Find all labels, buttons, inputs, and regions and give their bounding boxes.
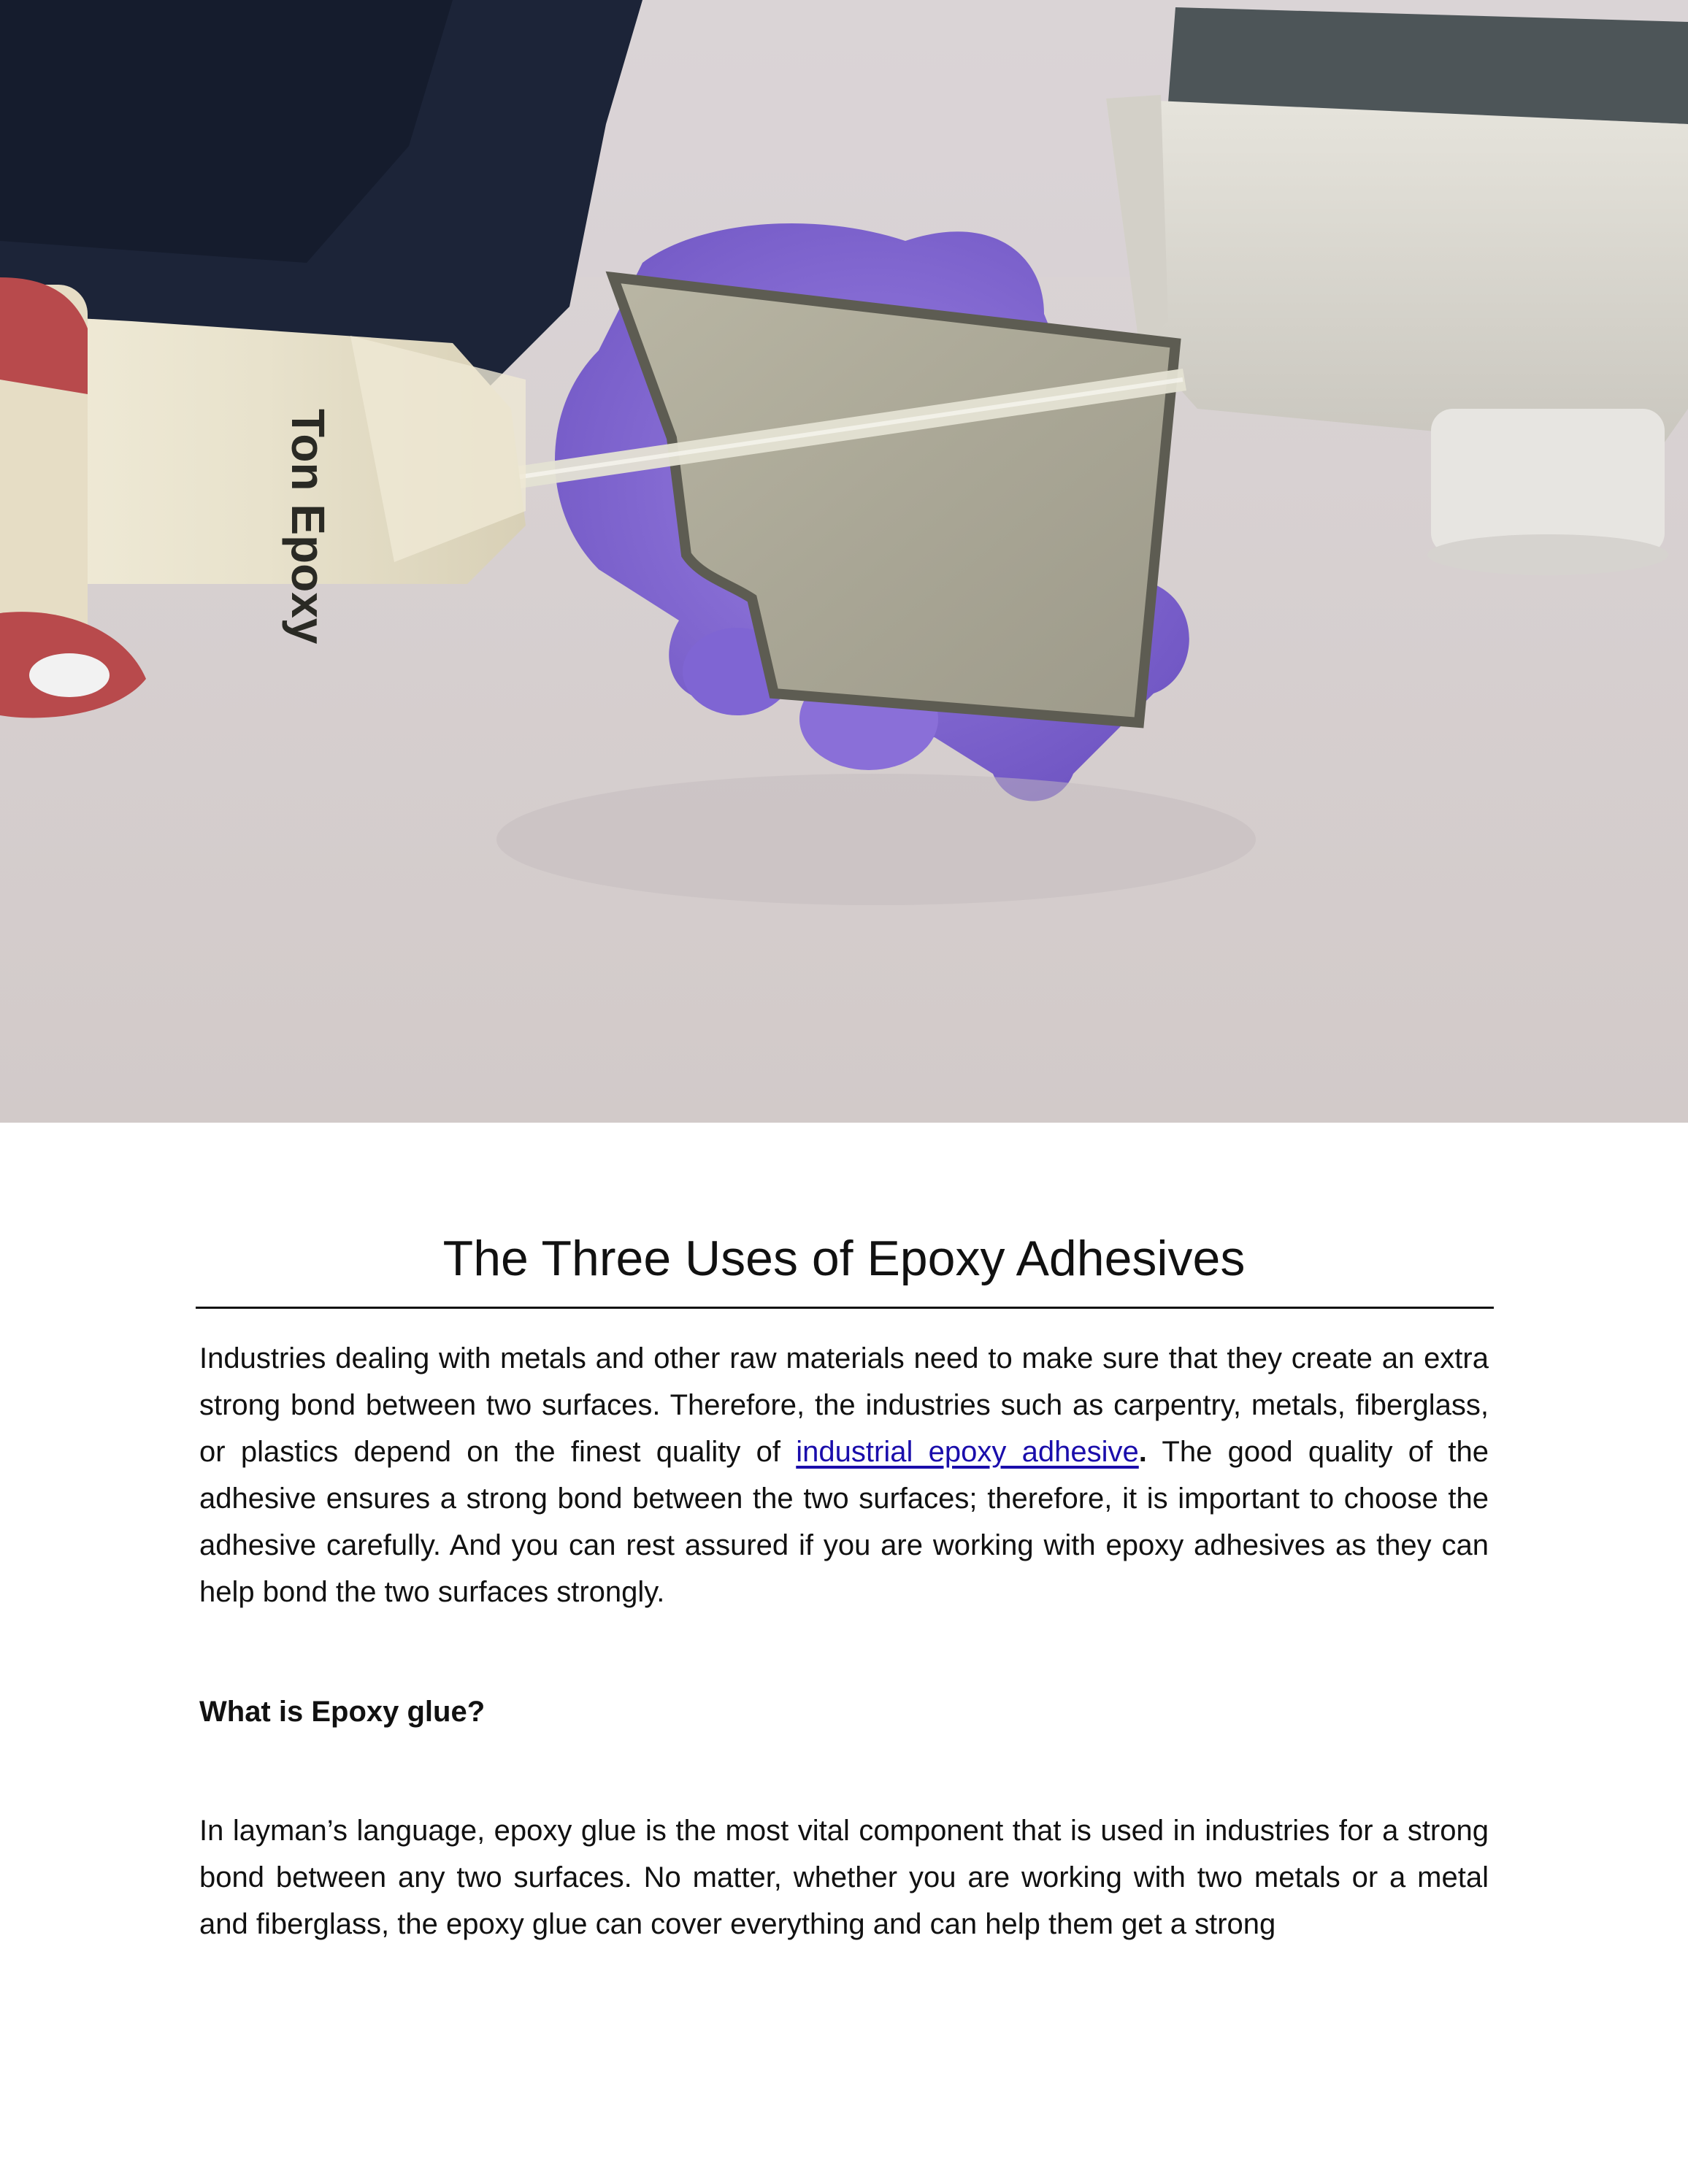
epoxy-glue-paragraph: In layman’s language, epoxy glue is the most vital component that is used in industries for a strong bond between any two surfaces. No matter, whether you are working with two metals or a metal and fiberglass, the epoxy glue can cover everything and can help them get a strong xyxy=(199,1815,1489,1940)
bold-period: . xyxy=(1138,1436,1147,1468)
intro-paragraph xyxy=(199,1335,1489,1615)
intro-text-before-link: Industries dealing with metals and other raw materials need to make sure that they create an extra strong bond between two surfaces. Therefore, the industries such as carpentry, metals, fiberglass, or plastics depend on the finest quality of xyxy=(199,1342,1489,1468)
tube-label-text: Ton Epoxy xyxy=(282,409,334,645)
intro-text-after-link: The good quality of the adhesive ensures a strong bond between the two surfaces; therefore, it is important to choose the adhesive carefully. And you can rest assured if you are working with epoxy adhesives as they can help bond the two surfaces strongly. xyxy=(199,1436,1489,1608)
industrial-epoxy-adhesive-link[interactable]: industrial epoxy adhesive xyxy=(796,1436,1139,1468)
page-title: The Three Uses of Epoxy Adhesives xyxy=(442,1231,1246,1286)
section-heading-what-is-epoxy-glue: What is Epoxy glue? xyxy=(199,1696,486,1728)
title-divider xyxy=(196,1307,1494,1309)
gutter-piece xyxy=(1106,99,1688,453)
